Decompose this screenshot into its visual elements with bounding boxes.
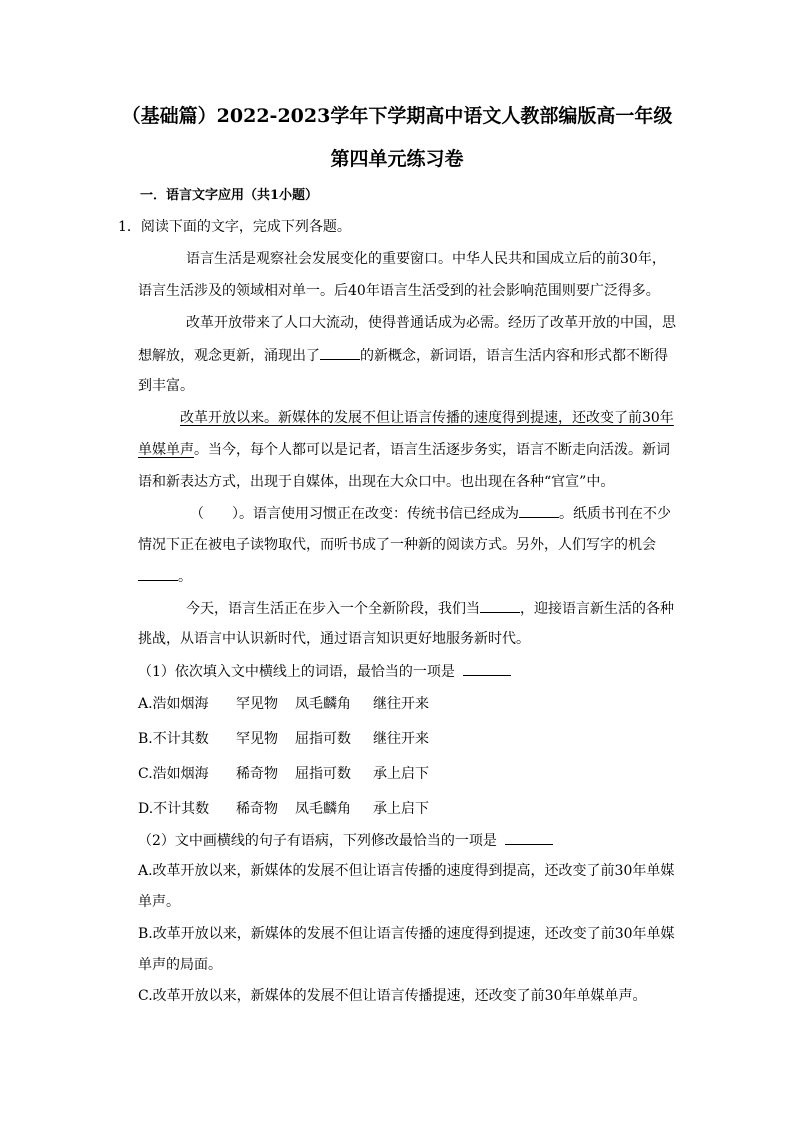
option-word: 凤毛麟角 xyxy=(295,801,351,817)
document-subtitle: 第四单元练习卷 xyxy=(330,148,464,170)
option-2a-line1: A.改革开放以来，新媒体的发展不但让语言传播的速度得到提高，还改变了前30年单媒 xyxy=(138,863,675,879)
passage-p5-line2: 挑战，从语言中认识新时代，通过语言知识更好地服务新时代。 xyxy=(138,631,530,647)
option-word: 罕见物 xyxy=(236,731,278,747)
passage-text: 。 xyxy=(178,569,192,585)
option-word: 承上启下 xyxy=(373,766,429,782)
subquestion-2-text: （2）文中画横线的句子有语病，下列修改最恰当的一项是 xyxy=(138,833,497,849)
passage-text: 。当今，每个人都可以是记者，语言生活逐步务实，语言不断走向活泼。新词 xyxy=(194,442,670,458)
option-b xyxy=(138,729,429,749)
passage-p4-line1 xyxy=(190,503,671,524)
option-word: 继往开来 xyxy=(373,696,429,712)
option-word: A.浩如烟海 xyxy=(138,696,209,712)
option-word: 稀奇物 xyxy=(236,801,278,817)
subquestion-1-text: （1）依次填入文中横线上的词语，最恰当的一项是 xyxy=(138,664,455,680)
fill-blank-2 xyxy=(519,503,559,518)
passage-text: 。纸质书刊在不少 xyxy=(559,506,671,522)
fill-blank-3 xyxy=(138,566,178,581)
passage-p5-line1 xyxy=(186,598,674,619)
passage-p1-line2: 语言生活涉及的领域相对单一。后40年语言生活受到的社会影响范围则要广泛得多。 xyxy=(138,283,660,299)
passage-text: 今天，语言生活正在步入一个全新阶段，我们当 xyxy=(186,601,480,617)
option-2a-line2: 单声。 xyxy=(138,894,180,910)
option-word: 继往开来 xyxy=(373,731,429,747)
passage-p2-line2 xyxy=(138,345,668,366)
option-d xyxy=(138,799,429,819)
option-word: 屈指可数 xyxy=(295,766,351,782)
passage-text: ，迎接语言新生活的各种 xyxy=(520,601,674,617)
question-number-line: 1．阅读下面的文字，完成下列各题。 xyxy=(118,219,351,235)
option-word: D.不计其数 xyxy=(138,801,210,817)
option-word: B.不计其数 xyxy=(138,731,209,747)
answer-blank-2 xyxy=(505,830,553,845)
subquestion-2-prompt xyxy=(138,830,553,851)
passage-p3-line3: 语和新表达方式，出现于自媒体，出现在大众口中。也出现在各种“官宣”中。 xyxy=(138,474,615,490)
passage-p1-line1: 语言生活是观察社会发展变化的重要窗口。中华人民共和国成立后的前30年， xyxy=(186,251,666,267)
passage-p2-line1: 改革开放带来了人口大流动，使得普通话成为必需。经历了改革开放的中国，思 xyxy=(186,315,676,331)
fill-blank-4 xyxy=(480,598,520,613)
fill-blank-1 xyxy=(320,345,360,360)
option-word: 屈指可数 xyxy=(295,731,351,747)
underlined-sentence-line1: 改革开放以来。新媒体的发展不但让语言传播的速度得到提速，还改变了前30年 xyxy=(180,410,674,426)
passage-p4-line2: 情况下正在被电子读物取代，而听书成了一种新的阅读方式。另外，人们写字的机会 xyxy=(138,537,656,553)
subquestion-1-prompt xyxy=(138,661,511,682)
answer-blank-1 xyxy=(463,661,511,676)
option-2c-line1: C.改革开放以来，新媒体的发展不但让语言传播提速，还改变了前30年单媒单声。 xyxy=(138,988,647,1004)
option-c xyxy=(138,764,429,784)
underlined-sentence-end: 单媒单声 xyxy=(138,442,194,458)
option-2b-line1: B.改革开放以来，新媒体的发展不但让语言传播的速度得到提速，还改变了前30年单媒 xyxy=(138,926,675,942)
passage-p2-line3: 到丰富。 xyxy=(138,378,194,394)
option-word: 罕见物 xyxy=(236,696,278,712)
option-word: 凤毛麟角 xyxy=(295,696,351,712)
option-word: 稀奇物 xyxy=(236,766,278,782)
passage-text: 的新概念，新词语，语言生活内容和形式都不断得 xyxy=(360,348,668,364)
passage-p4-line3 xyxy=(138,566,192,587)
document-title: （基础篇）2022-2023学年下学期高中语文人教部编版高一年级 xyxy=(121,105,673,127)
option-word: C.浩如烟海 xyxy=(138,766,209,782)
passage-p3-line2 xyxy=(138,440,670,460)
passage-text: 想解放，观念更新，涌现出了 xyxy=(138,348,320,364)
option-a xyxy=(138,694,429,714)
option-word: 承上启下 xyxy=(373,801,429,817)
passage-text: （ ）。语言使用习惯正在改变：传统书信已经成为 xyxy=(190,506,519,522)
option-2b-line2: 单声的局面。 xyxy=(138,957,222,973)
section-heading: 一．语言文字应用（共1小题） xyxy=(140,188,319,203)
